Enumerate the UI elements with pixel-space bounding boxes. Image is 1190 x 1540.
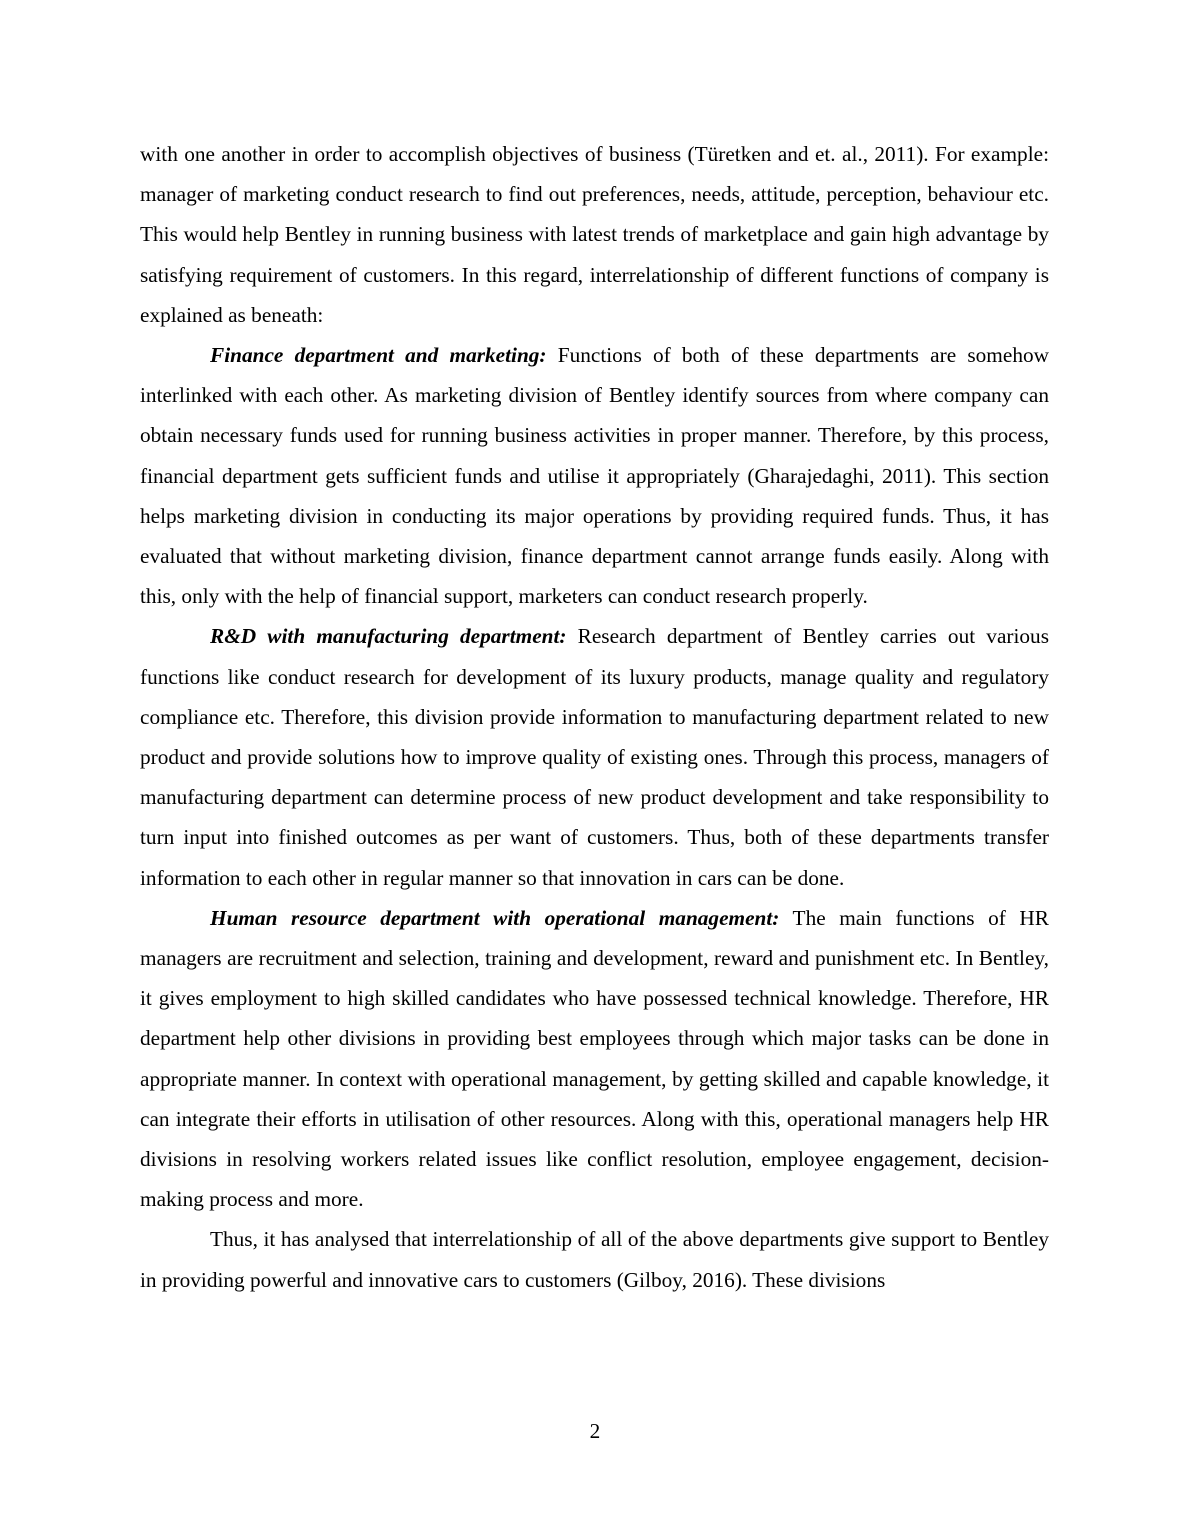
heading-hr-operations: Human resource department with operational management: [210, 905, 780, 930]
paragraph-conclusion [140, 1219, 1049, 1299]
paragraph-intro [140, 134, 1049, 335]
paragraph-finance-marketing-text: Functions of both of these departments are somehow interlinked with each other. As marketing division of Bentley identify sources from where company can obtain necessary funds used for running business activities in proper manner. Therefore, by this process, financial department gets sufficient funds and utilise it appropriately (Gharajedaghi, 2011). This section helps marketing division in conducting its major operations by providing required funds. Thus, it has evaluated that without marketing division, finance department cannot arrange funds easily. Along with this, only with the help of financial support, marketers can conduct research properly. [140, 343, 1049, 609]
paragraph-hr-operations [140, 898, 1049, 1220]
heading-finance-marketing: Finance department and marketing: [210, 343, 547, 368]
page-number: 2 [589, 1419, 601, 1443]
paragraph-rd-manufacturing-text: Research department of Bentley carries out various functions like conduct research for development of its luxury products, manage quality and regulatory compliance etc. Therefore, this division provide information to manufacturing department related to new product and provide solutions how to improve quality of existing ones. Through this process, managers of manufacturing department can determine process of new product development and take responsibility to turn input into finished outcomes as per want of customers. Thus, both of these departments transfer information to each other in regular manner so that innovation in cars can be done. [140, 624, 1049, 890]
paragraph-hr-operations-text: The main functions of HR managers are recruitment and selection, training and development, reward and punishment etc. In Bentley, it gives employment to high skilled candidates who have possessed technical knowledge. Therefore, HR department help other divisions in providing best employees through which major tasks can be done in appropriate manner. In context with operational management, by getting skilled and capable knowledge, it can integrate their efforts in utilisation of other resources. Along with this, operational managers help HR divisions in resolving workers related issues like conflict resolution, employee engagement, decision-making process and more. [140, 905, 1049, 1212]
paragraph-rd-manufacturing [140, 616, 1049, 897]
paragraph-finance-marketing [140, 335, 1049, 616]
paragraph-conclusion-text: Thus, it has analysed that interrelationship of all of the above departments give support to Bentley in providing powerful and innovative cars to customers (Gilboy, 2016). These divisions [140, 1227, 1049, 1292]
body-text [140, 134, 1049, 1300]
paragraph-intro-text: with one another in order to accomplish objectives of business (Türetken and et. al., 2011). For example: manager of marketing conduct research to find out preferences, needs, attitude, perception, behaviour etc. This would help Bentley in running business with latest trends of marketplace and gain high advantage by satisfying requirement of customers. In this regard, interrelationship of different functions of company is explained as beneath: [140, 142, 1049, 327]
heading-rd-manufacturing: R&D with manufacturing department: [210, 624, 567, 649]
